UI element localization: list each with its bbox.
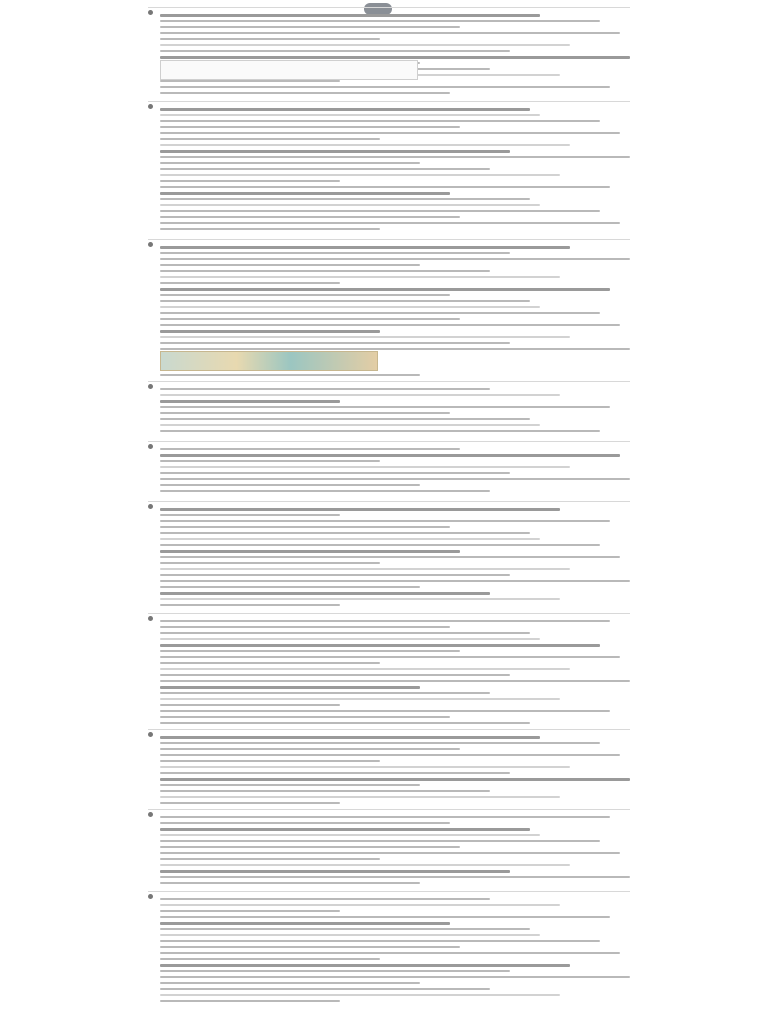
post-text-line <box>160 460 380 462</box>
post-text-line <box>160 568 570 570</box>
post-text-line <box>160 796 560 798</box>
post-text-line <box>160 876 630 878</box>
post-text-line <box>160 168 490 170</box>
post-text-line <box>160 754 620 756</box>
post-avatar[interactable] <box>148 104 153 109</box>
post-text-line <box>160 644 600 647</box>
post-text-line <box>160 108 530 111</box>
post-text-line <box>160 686 420 689</box>
post-text-line <box>160 228 380 230</box>
post-text-line <box>160 976 630 978</box>
post-text-line <box>160 988 490 990</box>
post-text-line <box>160 282 340 284</box>
post-text-line <box>160 186 610 188</box>
post-text-line <box>160 598 560 600</box>
post-avatar[interactable] <box>148 384 153 389</box>
post-text-line <box>160 638 540 640</box>
post-divider <box>148 613 630 614</box>
post-text-line <box>160 318 460 320</box>
post-text-line <box>160 928 530 930</box>
post-text-line <box>160 922 450 925</box>
post-text-line <box>160 680 630 682</box>
post-text-line <box>160 270 490 272</box>
post-text-line <box>160 466 570 468</box>
post-text-line <box>160 760 380 762</box>
post-text-line <box>160 816 610 818</box>
post-text-line <box>160 580 630 582</box>
post-text-line <box>160 418 530 420</box>
post-text-line <box>160 916 610 918</box>
post-text-line <box>160 994 560 996</box>
post-text-line <box>160 258 630 260</box>
post-divider <box>148 809 630 810</box>
post-text-line <box>160 44 570 46</box>
post-text-line <box>160 898 490 900</box>
post-text-line <box>160 294 450 296</box>
post-text-line <box>160 150 510 153</box>
post-text-line <box>160 306 540 308</box>
post-text-line <box>160 620 610 622</box>
post-text-line <box>160 514 340 516</box>
code-box <box>160 60 418 80</box>
post-text-line <box>160 246 570 249</box>
post-avatar[interactable] <box>148 616 153 621</box>
post-text-line <box>160 958 380 960</box>
post-text-line <box>160 424 540 426</box>
post-text-line <box>160 132 620 134</box>
post-text-line <box>160 198 530 200</box>
post-text-line <box>160 38 380 40</box>
post-text-line <box>160 526 450 528</box>
post-text-line <box>160 472 510 474</box>
post-divider <box>148 501 630 502</box>
post-text-line <box>160 454 620 457</box>
post-text-line <box>160 56 630 59</box>
post-text-line <box>160 626 450 628</box>
post-text-line <box>160 556 620 558</box>
post-text-line <box>160 766 570 768</box>
post-divider <box>148 239 630 240</box>
post-text-line <box>160 412 450 414</box>
post-text-line <box>160 448 460 450</box>
post-text-line <box>160 374 420 376</box>
post-text-line <box>160 508 560 511</box>
post-text-line <box>160 592 490 595</box>
post-text-line <box>160 490 490 492</box>
post-text-line <box>160 324 620 326</box>
post-text-line <box>160 722 530 724</box>
post-text-line <box>160 92 450 94</box>
post-text-line <box>160 86 610 88</box>
post-text-line <box>160 778 630 781</box>
post-text-line <box>160 656 620 658</box>
post-text-line <box>160 174 560 176</box>
post-divider <box>148 729 630 730</box>
post-text-line <box>160 394 560 396</box>
post-text-line <box>160 520 610 522</box>
post-text-line <box>160 406 610 408</box>
post-text-line <box>160 710 610 712</box>
post-text-line <box>160 840 600 842</box>
post-text-line <box>160 864 570 866</box>
post-text-line <box>160 264 420 266</box>
post-text-line <box>160 20 600 22</box>
post-text-line <box>160 692 490 694</box>
post-divider <box>148 891 630 892</box>
post-avatar[interactable] <box>148 444 153 449</box>
post-text-line <box>160 704 340 706</box>
post-avatar[interactable] <box>148 10 153 15</box>
post-text-line <box>160 574 510 576</box>
post-text-line <box>160 14 540 17</box>
post-text-line <box>160 484 420 486</box>
post-text-line <box>160 822 450 824</box>
post-text-line <box>160 784 420 786</box>
post-text-line <box>160 668 570 670</box>
post-text-line <box>160 632 530 634</box>
post-text-line <box>160 336 570 338</box>
post-text-line <box>160 126 460 128</box>
post-text-line <box>160 400 340 403</box>
post-text-line <box>160 144 570 146</box>
post-divider <box>148 381 630 382</box>
post-avatar[interactable] <box>148 812 153 817</box>
post-text-line <box>160 674 510 676</box>
post-text-line <box>160 828 530 831</box>
post-text-line <box>160 388 490 390</box>
post-text-line <box>160 342 510 344</box>
post-text-line <box>160 204 540 206</box>
post-text-line <box>160 192 450 195</box>
post-text-line <box>160 210 600 212</box>
post-text-line <box>160 748 460 750</box>
post-text-line <box>160 870 510 873</box>
post-text-line <box>160 538 540 540</box>
post-text-line <box>160 946 460 948</box>
post-text-line <box>160 32 620 34</box>
post-text-line <box>160 80 340 82</box>
post-text-line <box>160 846 460 848</box>
post-text-line <box>160 50 510 52</box>
post-text-line <box>160 550 460 553</box>
post-text-line <box>160 716 450 718</box>
post-text-line <box>160 180 340 182</box>
post-avatar[interactable] <box>148 894 153 899</box>
post-text-line <box>160 904 560 906</box>
post-text-line <box>160 834 540 836</box>
post-text-line <box>160 252 510 254</box>
post-text-line <box>160 156 630 158</box>
post-text-line <box>160 1000 340 1002</box>
post-text-line <box>160 952 620 954</box>
post-text-line <box>160 312 600 314</box>
post-avatar[interactable] <box>148 242 153 247</box>
post-text-line <box>160 586 420 588</box>
attached-image[interactable] <box>160 351 378 371</box>
post-divider <box>148 7 630 8</box>
post-text-line <box>160 288 610 291</box>
post-text-line <box>160 478 630 480</box>
post-text-line <box>160 910 340 912</box>
post-text-line <box>160 662 380 664</box>
post-text-line <box>160 114 540 116</box>
post-text-line <box>160 162 420 164</box>
post-text-line <box>160 222 620 224</box>
post-text-line <box>160 120 600 122</box>
post-text-line <box>160 858 380 860</box>
post-text-line <box>160 772 510 774</box>
post-text-line <box>160 216 460 218</box>
post-text-line <box>160 300 530 302</box>
post-avatar[interactable] <box>148 732 153 737</box>
post-text-line <box>160 852 620 854</box>
post-text-line <box>160 276 560 278</box>
post-divider <box>148 441 630 442</box>
post-text-line <box>160 330 380 333</box>
post-text-line <box>160 940 600 942</box>
post-text-line <box>160 790 490 792</box>
post-text-line <box>160 882 420 884</box>
post-text-line <box>160 934 540 936</box>
post-text-line <box>160 982 420 984</box>
post-text-line <box>160 802 340 804</box>
post-text-line <box>160 698 560 700</box>
post-text-line <box>160 736 540 739</box>
post-avatar[interactable] <box>148 504 153 509</box>
post-text-line <box>160 532 530 534</box>
post-text-line <box>160 650 460 652</box>
post-text-line <box>160 348 630 350</box>
post-divider <box>148 101 630 102</box>
post-text-line <box>160 964 570 967</box>
post-text-line <box>160 970 510 972</box>
post-text-line <box>160 138 380 140</box>
post-text-line <box>160 544 600 546</box>
post-text-line <box>160 742 600 744</box>
post-text-line <box>160 562 380 564</box>
post-text-line <box>160 430 600 432</box>
post-text-line <box>160 604 340 606</box>
post-text-line <box>160 26 460 28</box>
